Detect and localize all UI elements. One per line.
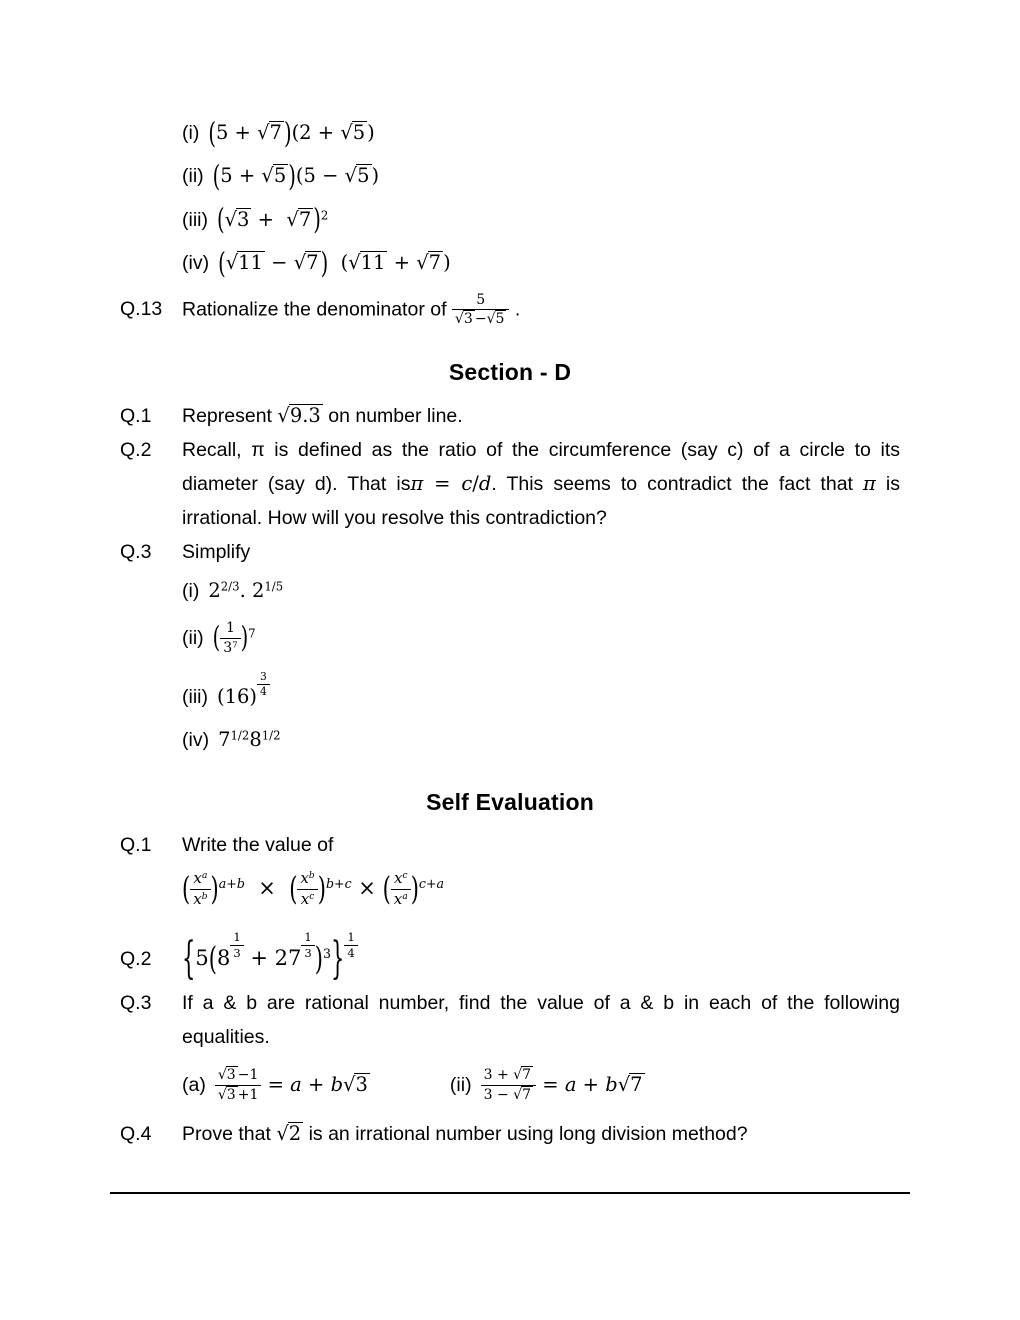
paren: (: [218, 245, 226, 281]
paren: (: [212, 159, 221, 194]
superscript: b: [308, 871, 315, 882]
brace: }: [330, 933, 345, 985]
radical: √7: [513, 1067, 532, 1084]
superscript: 7: [232, 638, 238, 649]
fraction: 3 4: [257, 670, 270, 699]
superscript: a+b: [218, 876, 245, 892]
paren: (: [382, 870, 391, 907]
superscript: c: [402, 871, 408, 882]
paren: ): [283, 115, 292, 151]
superscript: c: [309, 892, 315, 903]
question-se-q1: [120, 834, 900, 857]
paren: (: [208, 941, 217, 978]
math-expression: {5(8 $^{\frac{1}{3}}$ + 27 $^{\frac{1}{3}}$ )$^3$} $^{\frac{1}{4}}$: [182, 946, 358, 970]
item-label: (iv): [182, 729, 210, 752]
question-q13: [120, 291, 900, 329]
item-label: (ii): [449, 1073, 472, 1096]
question-d-q3: [120, 541, 900, 564]
item-label: (a): [182, 1073, 206, 1096]
math-expression: [212, 620, 256, 656]
self-evaluation-heading: Self Evaluation: [426, 789, 594, 816]
question-text: [182, 404, 900, 428]
math-expression: (√11 − √7 ) (√11 + √7 ): [218, 245, 451, 281]
question-label: Q.3: [120, 992, 152, 1015]
math-run: [452, 292, 510, 328]
text-run: is an irrational number using long division method?: [303, 1122, 748, 1145]
list-item: [182, 576, 900, 606]
paren: ): [317, 870, 326, 907]
radical: √11: [348, 250, 386, 274]
text-run: Prove that: [182, 1122, 277, 1145]
question-label: Q.2: [120, 438, 152, 461]
radical: √7: [286, 207, 312, 231]
superscript: b: [201, 892, 208, 903]
item-label: (iii): [182, 208, 208, 231]
radical: √7: [617, 1072, 643, 1096]
superscript: [301, 929, 314, 961]
radical: √7: [293, 250, 319, 274]
item-label: (i): [182, 122, 200, 144]
question-text: If a & b are rational number, find the value of a & b in each of the following equalities.: [182, 992, 900, 1048]
radical: √7: [257, 121, 282, 144]
item-label: (ii): [182, 165, 204, 188]
paren: ): [314, 941, 323, 978]
paren: ): [240, 620, 249, 655]
fraction: 1 3: [301, 930, 314, 961]
fraction: $\frac{x^a}{x^b}$: [190, 869, 210, 909]
question-label: Q.4: [120, 1122, 152, 1145]
list-item: [182, 245, 900, 281]
superscript: 7: [248, 626, 256, 641]
math-run: π: [863, 472, 876, 496]
equality-part: [450, 1066, 645, 1104]
section-d-heading: Section - D: [448, 358, 572, 385]
superscript: a: [201, 871, 208, 882]
math-expression: (5 + √7 )(2 + √5 ): [208, 115, 375, 151]
superscript: [257, 669, 270, 699]
equalities-row: [182, 1066, 900, 1104]
fraction: $\frac{1}{3^7}$: [220, 619, 240, 657]
math-run: π = c/d: [410, 472, 492, 496]
paren: ): [210, 870, 219, 907]
list-item: [182, 619, 900, 657]
superscript: 2/3: [220, 579, 240, 594]
list-item: [182, 115, 900, 151]
text-run: Rationalize the denominator of: [182, 298, 452, 321]
paren: (: [212, 620, 221, 655]
superscript: a: [402, 892, 408, 903]
fraction: $\frac{5}{√3 -√5}$: [452, 291, 510, 329]
item-label: (i): [182, 580, 200, 603]
question-se-q3: [120, 987, 900, 1054]
superscript: 3: [322, 946, 331, 962]
list-item: [182, 670, 900, 712]
math-expression: $7^{1/2}8^{1/2}$: [218, 728, 281, 752]
paren: ): [313, 202, 321, 237]
divider-line: [110, 1192, 910, 1194]
question-label: Q.13: [120, 298, 163, 321]
superscript: [230, 929, 243, 961]
math-expression: (5 + √5 )(5 − √5 ): [212, 159, 380, 194]
math-expression: ( $\frac{x^a}{x^b}$ )$^{a+b}$ × ( $\frac{x^b}{x^c}$ )$^{b+c}$ × ( $\frac{x^c}{x^a}$ )$^{c+a}$: [182, 869, 445, 909]
math-run: [277, 404, 322, 427]
paren: (: [216, 202, 225, 237]
text-run: .: [509, 298, 521, 321]
brace: {: [182, 933, 196, 985]
paren: ): [410, 870, 419, 907]
math-expression: (16) $^{\frac{3}{4}}$: [217, 685, 270, 708]
question-se-q2: [120, 929, 900, 985]
radical: √5: [486, 311, 505, 328]
paren: ): [320, 245, 329, 281]
item-label: (iv): [182, 251, 210, 274]
math-expression: $\frac{3 + √7}{3 - √7}$ = a + b√7: [481, 1073, 645, 1096]
superscript: 1/2: [261, 728, 281, 743]
fraction: 1 4: [344, 930, 357, 961]
question-se-q4: [120, 1122, 900, 1146]
text-run: on number line.: [322, 404, 463, 427]
superscript: 1/2: [230, 728, 250, 743]
text-run: Recall, π is defined as the ratio of the circumference (say c) of a circle to its diameter (say d). That is: [182, 438, 900, 496]
radical: √3: [224, 207, 250, 231]
question-label: Q.1: [120, 834, 152, 857]
radical: √5: [340, 121, 366, 144]
text-run: Represent: [182, 404, 278, 427]
radical: √2: [276, 1121, 302, 1145]
radical: √11: [225, 250, 263, 274]
radical: √7: [513, 1086, 532, 1103]
question-d-q1: [120, 404, 900, 428]
paren: ): [288, 159, 296, 194]
radical: √3: [217, 1067, 236, 1084]
paren: (: [208, 115, 216, 151]
question-text: [182, 434, 900, 536]
question-text: [182, 291, 900, 329]
math-run: [276, 1122, 303, 1145]
question-label: Q.1: [120, 404, 152, 427]
question-text: [182, 1122, 900, 1146]
math-expression: (√3 + √7 )$^2$: [216, 202, 329, 237]
superscript: 2: [320, 208, 329, 223]
radical: √3: [454, 311, 473, 328]
radical: √7: [416, 250, 442, 274]
math-expression: $\frac{√3 -1}{√3 +1}$ = a + b√3: [215, 1073, 370, 1096]
question-text: Write the value of: [182, 834, 334, 857]
text-run: is irrational. How will you resolve this contradiction?: [182, 473, 901, 529]
superscript: [344, 929, 357, 961]
top-item-list: [120, 115, 900, 281]
text-run: . This seems to contradict the fact that: [491, 473, 864, 496]
fraction: $\frac{x^c}{x^a}$: [391, 869, 411, 909]
display-math-block: [182, 869, 900, 909]
fraction: 1 3: [230, 930, 243, 961]
list-item: [182, 725, 900, 755]
radical: √3: [217, 1086, 236, 1103]
item-label: (ii): [182, 626, 204, 649]
list-item: [182, 202, 900, 237]
superscript: b+c: [325, 876, 352, 892]
superscript: c+a: [418, 876, 445, 892]
fraction: $\frac{3 + √7}{3 - √7}$: [481, 1066, 537, 1104]
radical: √9.3: [277, 403, 321, 427]
question-label: Q.2: [120, 948, 152, 971]
fraction: $\frac{√3 -1}{√3 +1}$: [215, 1066, 262, 1104]
question-d-q2: [120, 434, 900, 536]
paren: (: [182, 870, 191, 907]
radical: √5: [344, 164, 370, 188]
question-text: Simplify: [182, 541, 251, 564]
radical: √5: [261, 164, 287, 188]
item-label: (iii): [182, 685, 208, 708]
list-item: [182, 159, 900, 194]
simplify-item-list: [120, 576, 900, 755]
math-expression: $2^{2/3}$. $2^{1/5}$: [208, 579, 284, 603]
equality-part: [182, 1066, 370, 1104]
radical: √3: [343, 1072, 368, 1096]
question-label: Q.3: [120, 541, 152, 564]
superscript: 1/5: [264, 579, 284, 594]
fraction: $\frac{x^b}{x^c}$: [297, 869, 317, 909]
paren: (: [289, 870, 298, 907]
